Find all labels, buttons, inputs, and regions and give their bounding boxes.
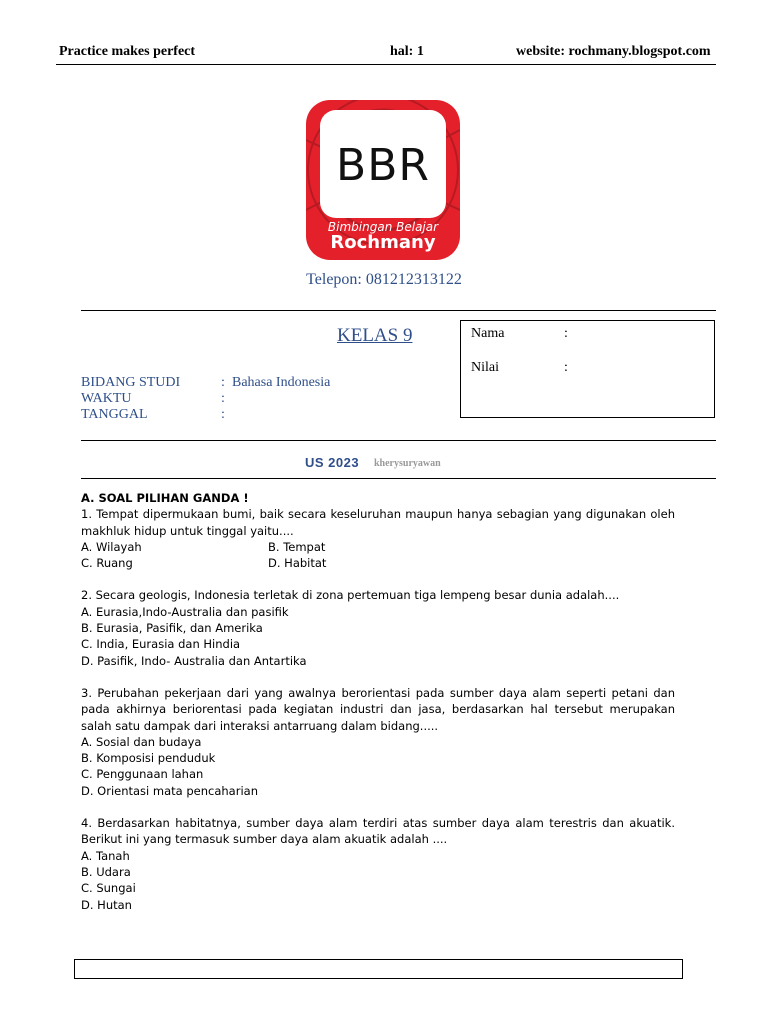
q1-option-d: D. Habitat [268, 556, 327, 571]
time-colon: : [221, 391, 225, 406]
q2-option-a: A. Eurasia,Indo-Australia dan pasifik [81, 604, 289, 619]
name-label: Nama [471, 326, 505, 341]
q2-option-b: B. Eurasia, Pasifik, dan Amerika [81, 621, 263, 636]
class-title: KELAS 9 [337, 325, 413, 346]
question-1: 1. Tempat dipermukaan bumi, baik secara keseluruhan maupun hanya sebagian yang digunakan oleh makhluk hidup untuk tinggal yaitu.... [81, 507, 675, 538]
q1-option-b: B. Tempat [268, 539, 326, 554]
header-divider [56, 64, 716, 65]
divider-top [81, 310, 716, 311]
header-left: Practice makes perfect [59, 44, 196, 59]
score-label: Nilai [471, 360, 499, 375]
q3-option-a: A. Sosial dan budaya [81, 734, 202, 749]
q1-option-a: A. Wilayah [81, 539, 142, 554]
name-colon: : [564, 326, 568, 341]
logo-inner-panel [320, 110, 446, 218]
student-info-box [460, 320, 715, 418]
q3-option-c: C. Penggunaan lahan [81, 767, 204, 782]
logo-name: Rochmany [330, 232, 436, 253]
website: website: rochmany.blogspot.com [516, 44, 711, 59]
date-label: TANGGAL [81, 407, 148, 422]
time-label: WAKTU [81, 391, 132, 406]
question-4: 4. Berdasarkan habitatnya, sumber daya alam terdiri atas sumber daya alam terestris dan akuatik. Berikut ini yang termasuk sumber daya alam akuatik adalah .... [81, 816, 675, 847]
logo-text: BBR [336, 140, 430, 191]
subject-colon: : [221, 375, 225, 390]
q4-option-c: C. Sungai [81, 881, 136, 896]
q4-option-a: A. Tanah [81, 848, 130, 863]
q2-option-c: C. India, Eurasia dan Hindia [81, 637, 241, 652]
question-2: 2. Secara geologis, Indonesia terletak di zona pertemuan tiga lempeng besar dunia adalah.... [81, 588, 620, 603]
score-colon: : [564, 360, 568, 375]
logo-subtitle: Bimbingan Belajar [327, 220, 439, 234]
date-colon: : [221, 407, 225, 422]
q3-option-d: D. Orientasi mata pencaharian [81, 783, 258, 798]
q2-option-d: D. Pasifik, Indo- Australia dan Antartika [81, 653, 307, 668]
phone-number: Telepon: 081212313122 [306, 271, 462, 288]
q4-option-d: D. Hutan [81, 897, 132, 912]
q3-option-b: B. Komposisi penduduk [81, 751, 216, 766]
exam-author: kherysuryawan [374, 458, 441, 469]
subject-label: BIDANG STUDI [81, 375, 181, 390]
divider-bottom [81, 478, 716, 479]
bbr-logo [306, 100, 460, 260]
footer-box [74, 959, 683, 979]
subject-value: Bahasa Indonesia [232, 375, 331, 390]
q1-option-c: C. Ruang [81, 556, 133, 571]
exam-title: US 2023 [305, 455, 360, 470]
divider-middle [81, 440, 716, 441]
q4-option-b: B. Udara [81, 864, 131, 879]
question-list [81, 490, 675, 913]
page-number: hal: 1 [390, 44, 424, 59]
question-3: 3. Perubahan pekerjaan dari yang awalnya berorientasi pada sumber daya alam seperti petani dan pada akhirnya beriorentasi pada kegiatan industri dan jasa, berdasarkan hal tersebut merupakan salah satu dampak dari interaksi antarruang dalam bidang..... [81, 685, 675, 733]
section-title: A. SOAL PILIHAN GANDA ! [81, 491, 249, 505]
